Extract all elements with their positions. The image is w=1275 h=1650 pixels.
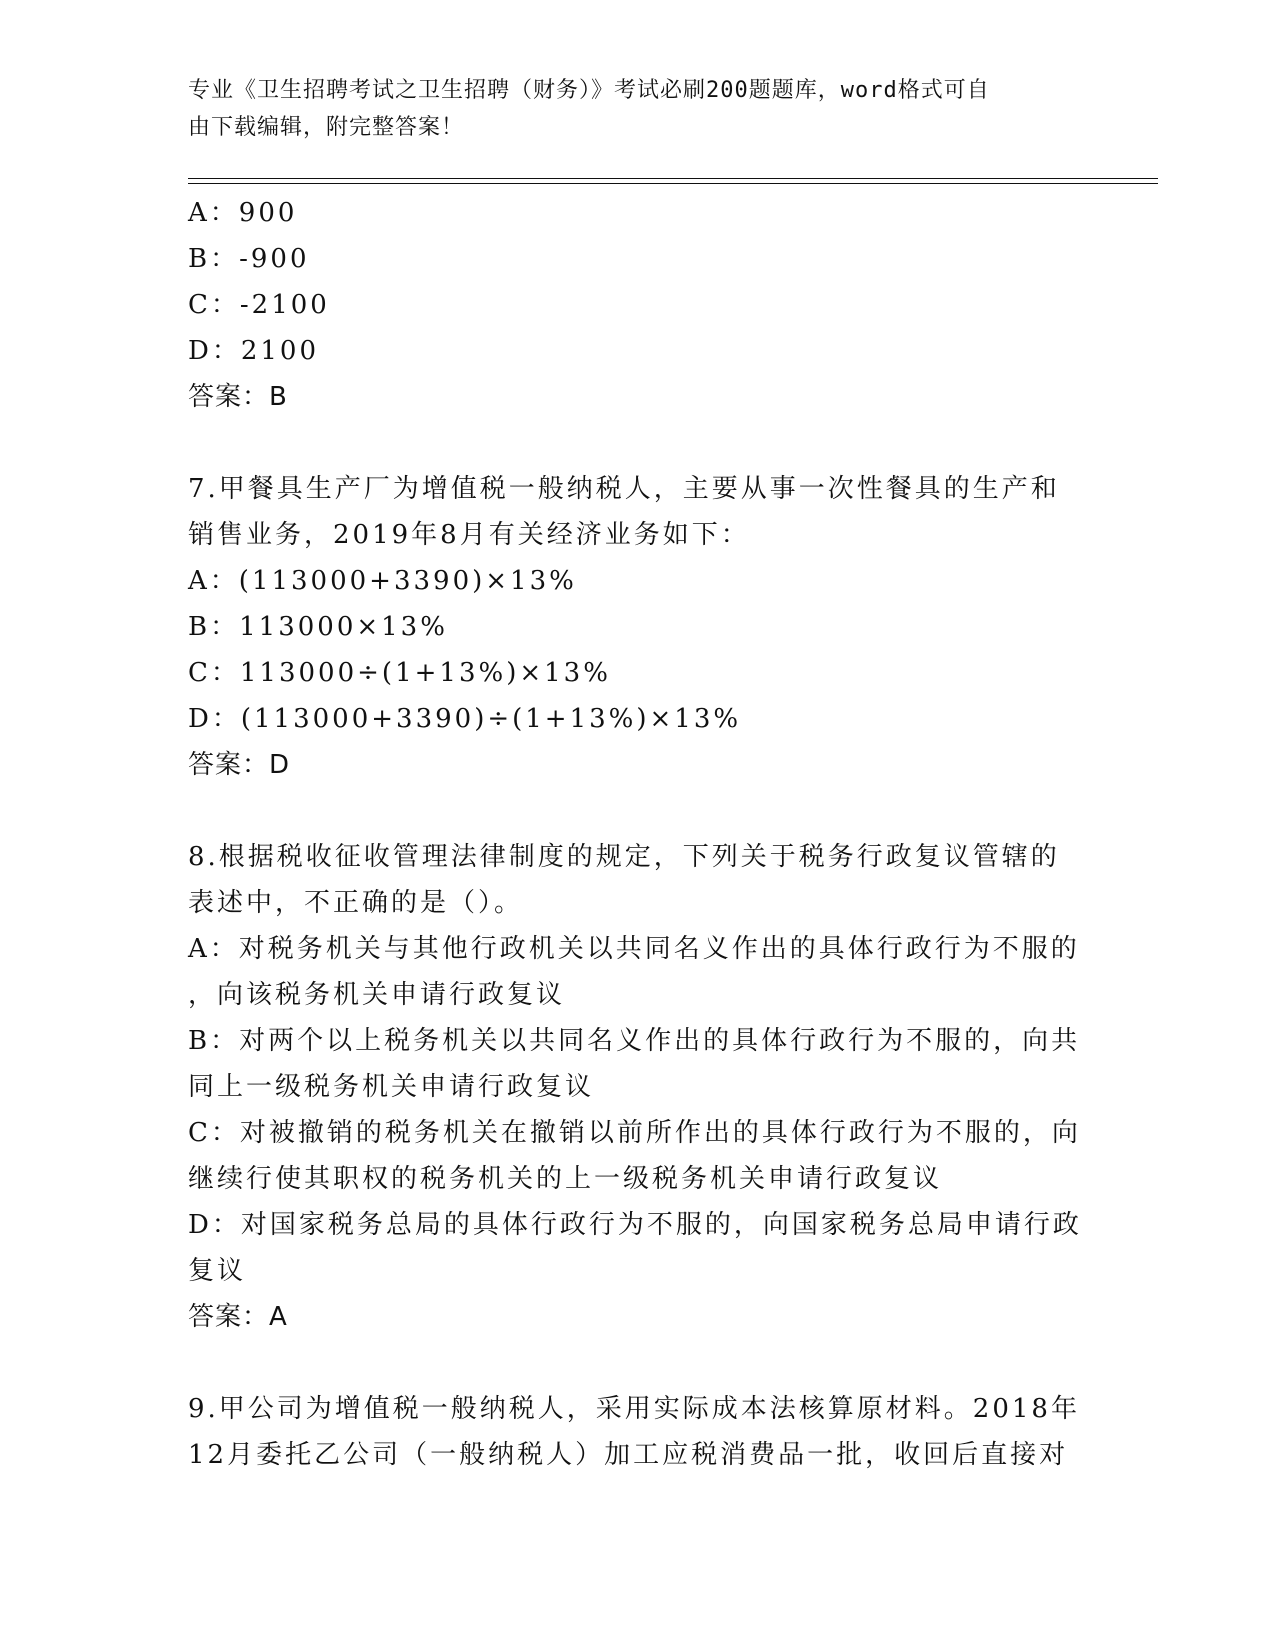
document-header <box>188 72 1068 146</box>
q9-stem-line-2: 12月委托乙公司（一般纳税人）加工应税消费品一批，收回后直接对 <box>188 1440 1069 1470</box>
q9-stem-line-1: 9.甲公司为增值税一般纳税人，采用实际成本法核算原材料。2018年 <box>188 1394 1080 1424</box>
q7-option-c: C：113000÷(1+13%)×13% <box>188 658 611 688</box>
q8-option-a-line-1: A：对税务机关与其他行政机关以共同名义作出的具体行政行为不服的 <box>188 934 1080 964</box>
q8-option-d-line-1: D：对国家税务总局的具体行政行为不服的，向国家税务总局申请行政 <box>188 1210 1082 1240</box>
header-rule-bottom <box>188 183 1158 184</box>
q8-option-a-line-2: ，向该税务机关申请行政复议 <box>188 980 566 1010</box>
document-body <box>188 190 1088 1478</box>
q8-option-d-line-2: 复议 <box>188 1256 247 1286</box>
q7-option-b: B：113000×13% <box>188 612 448 642</box>
spacer <box>188 420 1088 466</box>
question-8-block <box>188 834 1088 1340</box>
q7-option-a: A：(113000+3390)×13% <box>188 566 577 596</box>
q7-stem-line-1: 7.甲餐具生产厂为增值税一般纳税人，主要从事一次性餐具的生产和 <box>188 474 1060 504</box>
q6-option-b: B：-900 <box>188 244 310 274</box>
q8-option-c-line-2: 继续行使其职权的税务机关的上一级税务机关申请行政复议 <box>188 1164 943 1194</box>
q8-option-c-line-1: C：对被撤销的税务机关在撤销以前所作出的具体行政行为不服的，向 <box>188 1118 1081 1148</box>
q7-answer: 答案：D <box>188 750 291 780</box>
q8-stem-line-2: 表述中，不正确的是（）。 <box>188 888 524 918</box>
q6-answer: 答案：B <box>188 382 288 412</box>
q6-option-c: C：-2100 <box>188 290 330 320</box>
question-6-block <box>188 190 1088 420</box>
spacer <box>188 788 1088 834</box>
question-9-block <box>188 1386 1088 1478</box>
spacer <box>188 1340 1088 1386</box>
q8-option-b-line-2: 同上一级税务机关申请行政复议 <box>188 1072 595 1102</box>
q8-option-b-line-1: B：对两个以上税务机关以共同名义作出的具体行政行为不服的，向共 <box>188 1026 1081 1056</box>
q8-stem-line-1: 8.根据税收征收管理法律制度的规定，下列关于税务行政复议管辖的 <box>188 842 1060 872</box>
q8-answer: 答案：A <box>188 1302 288 1332</box>
question-7-block <box>188 466 1088 788</box>
header-line-1: 专业《卫生招聘考试之卫生招聘（财务）》考试必刷200题题库，word格式可自 <box>188 78 990 103</box>
q6-option-a: A：900 <box>188 198 298 228</box>
header-line-2: 由下载编辑，附完整答案！ <box>188 115 465 140</box>
q6-option-d: D：2100 <box>188 336 320 366</box>
q7-stem-line-2: 销售业务，2019年8月有关经济业务如下： <box>188 520 750 550</box>
q7-option-d: D：(113000+3390)÷(1+13%)×13% <box>188 704 742 734</box>
header-rule-top <box>188 178 1158 179</box>
